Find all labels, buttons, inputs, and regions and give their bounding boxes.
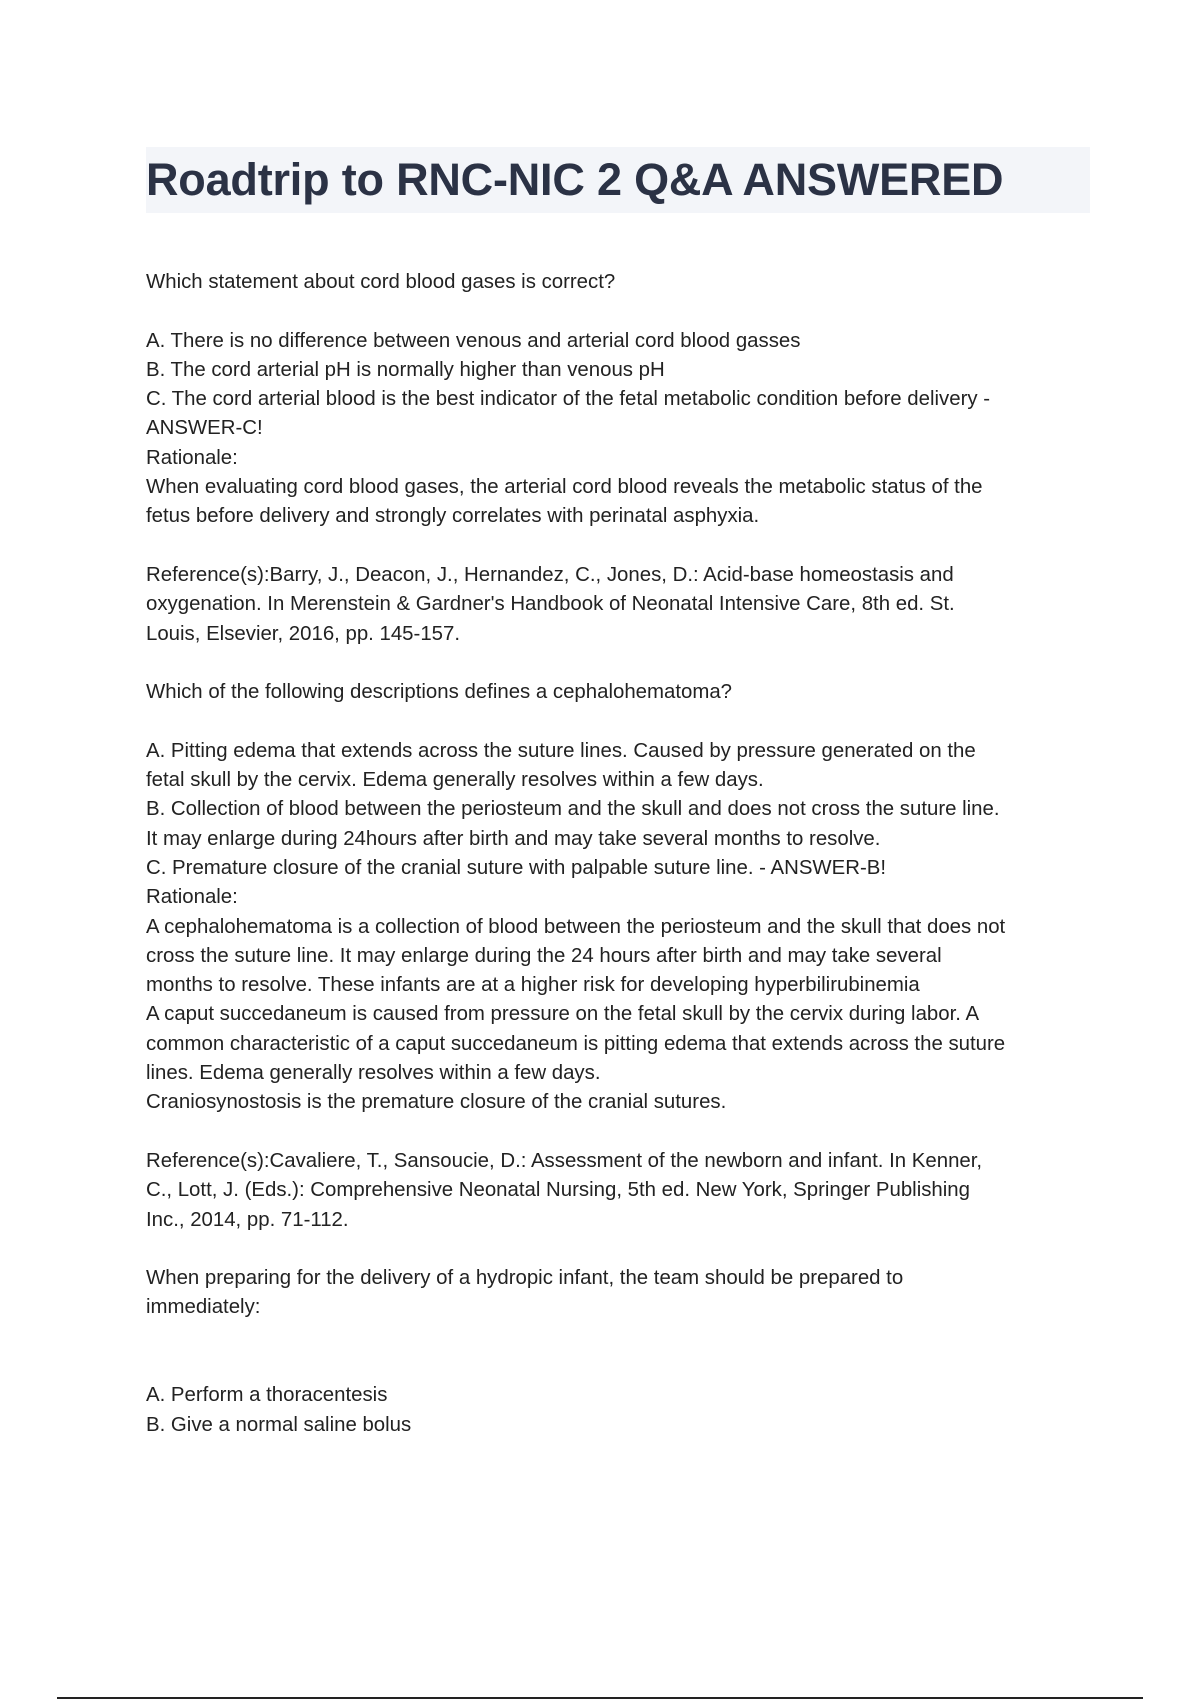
spacer — [146, 1323, 1096, 1382]
rationale-text: lines. Edema generally resolves within a few days. — [146, 1062, 601, 1085]
reference-text: C., Lott, J. (Eds.): Comprehensive Neonatal Nursing, 5th ed. New York, Springer Publishing — [146, 1179, 970, 1202]
spacer — [146, 1118, 1096, 1147]
rationale-text: A cephalohematoma is a collection of blood between the periosteum and the skull that does not — [146, 915, 1006, 938]
answer-option: C. The cord arterial blood is the best indicator of the fetal metabolic condition before delivery - — [146, 388, 991, 411]
reference-text: oxygenation. In Merenstein & Gardner's Handbook of Neonatal Intensive Care, 8th ed. St. — [146, 593, 955, 616]
question-stem: When preparing for the delivery of a hydropic infant, the team should be prepared to — [146, 1267, 904, 1290]
answer-option: A. There is no difference between venous and arterial cord blood gasses — [146, 329, 801, 352]
document-body — [146, 268, 1096, 1440]
spacer — [146, 297, 1096, 326]
answer-option: A. Pitting edema that extends across the suture lines. Caused by pressure generated on the — [146, 739, 976, 762]
question-block — [146, 678, 1096, 1235]
answer-key: C. Premature closure of the cranial suture with palpable suture line. - ANSWER-B! — [146, 856, 887, 879]
spacer — [146, 532, 1096, 561]
reference-text: Louis, Elsevier, 2016, pp. 145-157. — [146, 622, 461, 645]
spacer — [146, 649, 1096, 678]
reference-text: Inc., 2014, pp. 71-112. — [146, 1208, 349, 1231]
page-bottom-rule — [57, 1697, 1143, 1699]
question-block — [146, 268, 1096, 649]
question-stem: immediately: — [146, 1296, 261, 1319]
rationale-text: When evaluating cord blood gases, the arterial cord blood reveals the metabolic status of the — [146, 476, 983, 499]
spacer — [146, 1235, 1096, 1264]
rationale-label: Rationale: — [146, 446, 238, 469]
reference-text: Reference(s):Cavaliere, T., Sansoucie, D.: Assessment of the newborn and infant. In Kenner, — [146, 1149, 983, 1172]
question-stem: Which of the following descriptions defines a cephalohematoma? — [146, 681, 733, 704]
answer-option: It may enlarge during 24hours after birth and may take several months to resolve. — [146, 827, 881, 850]
answer-key: ANSWER-C! — [146, 417, 263, 440]
rationale-text: common characteristic of a caput succedaneum is pitting edema that extends across the suture — [146, 1032, 1006, 1055]
document-title: Roadtrip to RNC-NIC 2 Q&A ANSWERED — [146, 154, 1004, 205]
answer-option: B. Collection of blood between the periosteum and the skull and does not cross the suture line. — [146, 798, 1000, 821]
answer-option: B. Give a normal saline bolus — [146, 1413, 412, 1436]
answer-option: A. Perform a thoracentesis — [146, 1384, 388, 1407]
rationale-text: A caput succedaneum is caused from pressure on the fetal skull by the cervix during labor. A — [146, 1003, 980, 1026]
reference-text: Reference(s):Barry, J., Deacon, J., Hernandez, C., Jones, D.: Acid-base homeostasis and — [146, 563, 954, 586]
rationale-text: months to resolve. These infants are at a higher risk for developing hyperbilirubinemia — [146, 974, 920, 997]
title-banner — [146, 147, 1090, 213]
answer-option: B. The cord arterial pH is normally higher than venous pH — [146, 358, 665, 381]
rationale-label: Rationale: — [146, 886, 238, 909]
answer-option: fetal skull by the cervix. Edema generally resolves within a few days. — [146, 769, 764, 792]
question-stem: Which statement about cord blood gases is correct? — [146, 271, 616, 293]
question-block — [146, 1264, 1096, 1440]
rationale-text: Craniosynostosis is the premature closure of the cranial sutures. — [146, 1091, 727, 1114]
rationale-text: cross the suture line. It may enlarge during the 24 hours after birth and may take several — [146, 944, 942, 967]
rationale-text: fetus before delivery and strongly correlates with perinatal asphyxia. — [146, 505, 760, 528]
spacer — [146, 707, 1096, 736]
